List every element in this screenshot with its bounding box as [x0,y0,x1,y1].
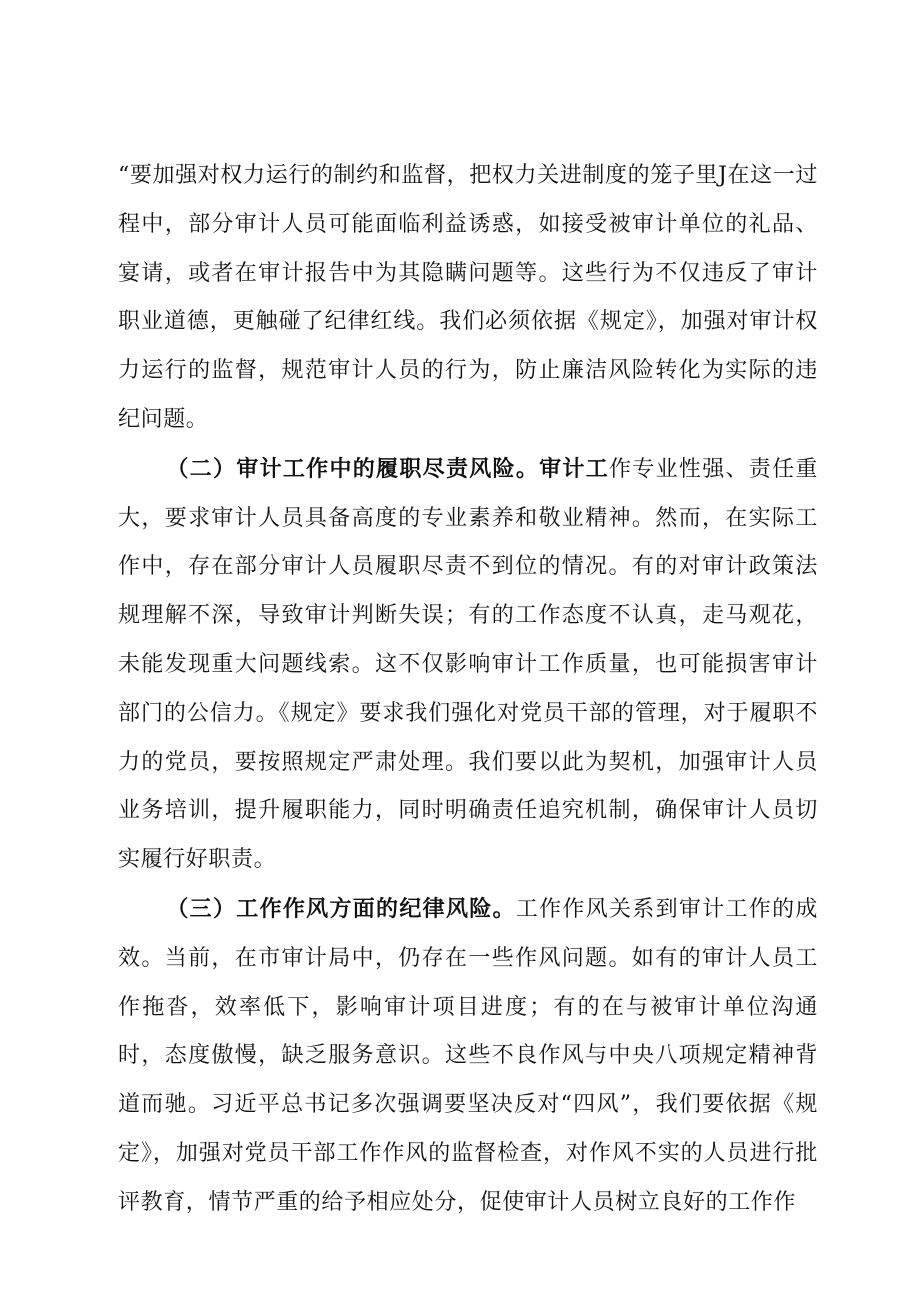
paragraph-integrity-risk [118,152,818,445]
document-body [118,152,818,1228]
paragraph-duty-risk [118,445,818,885]
paragraph-text: 作专业性强、责任重大，要求审计人员具备高度的专业素养和敬业精神。然而，在实际工作中，存在部分审计人员履职尽责不到位的情况。有的对审计政策法规理解不深，导致审计判断失误；有的工作态度不认真，走马观花，未能发现重大问题线索。这不仅影响审计工作质量，也可能损害审计部门的公信力。《规定》要求我们强化对党员干部的管理，对于履职不力的党员，要按照规定严肃处理。我们要以此为契机，加强审计人员业务培训，提升履职能力，同时明确责任追究机制，确保审计人员切实履行好职责。 [118,456,819,873]
paragraph-text: 工作作风关系到审计工作的成效。当前，在市审计局中，仍存在一些作风问题。如有的审计人员工作拖沓，效率低下，影响审计项目进度；有的在与被审计单位沟通时，态度傲慢，缺乏服务意识。这些不良作风与中央八项规定精神背道而驰。习近平总书记多次强调要坚决反对“四风”，我们要依据《规定》，加强对党员干部工作作风的监督检查，对作风不实的人员进行批评教育，情节严重的给予相应处分，促使审计人员树立良好的工作作 [118,896,818,1215]
section-heading-duty-risk: （二）审计工作中的履职尽责风险。审计工 [166,455,610,482]
paragraph-work-style-risk [118,885,818,1228]
section-heading-work-style-risk: （三）工作作风方面的纪律风险。 [166,895,516,922]
paragraph-text: “要加强对权力运行的制约和监督，把权力关进制度的笼子里J在这一过程中，部分审计人员可能面临利益诱惑，如接受被审计单位的礼品、宴请，或者在审计报告中为其隐瞒问题等。这些行为不仅违反了审计职业道德，更触碰了纪律红线。我们必须依据《规定》，加强对审计权力运行的监督，规范审计人员的行为，防止廉洁风险转化为实际的违纪问题。 [118,163,818,432]
